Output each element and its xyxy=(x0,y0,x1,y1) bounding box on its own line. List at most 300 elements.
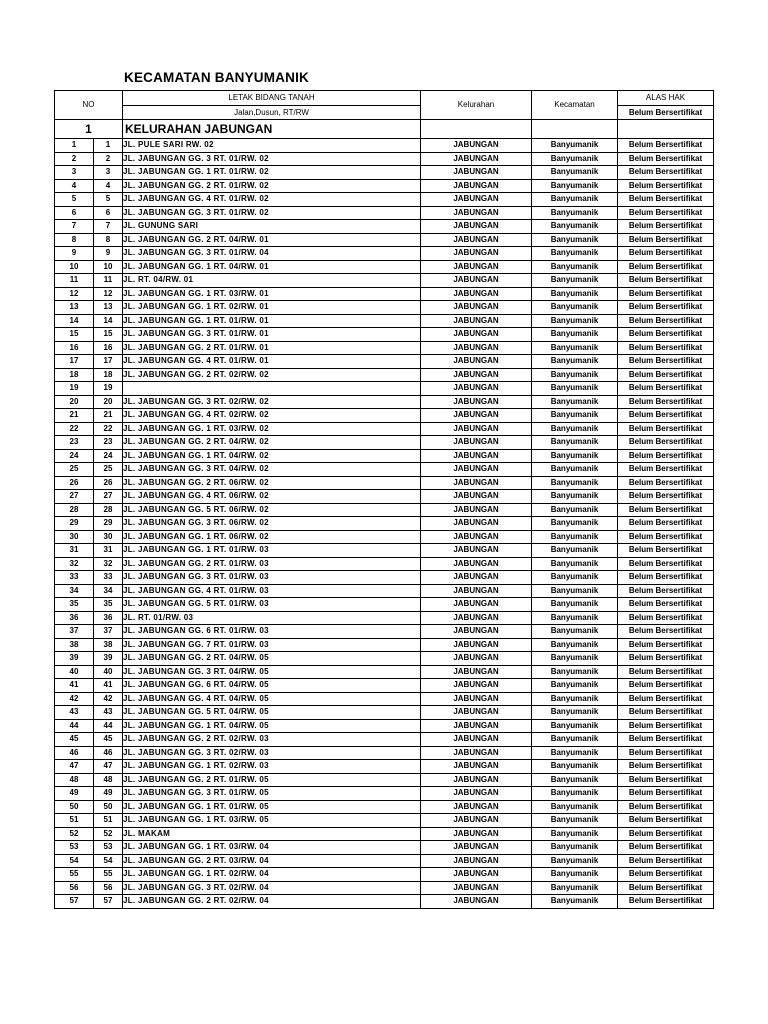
cell-alas-hak: Belum Bersertifikat xyxy=(618,652,714,666)
cell-kelurahan: JABUNGAN xyxy=(421,247,532,261)
cell-no: 47 xyxy=(55,760,94,774)
cell-no: 1 xyxy=(55,139,94,153)
cell-kecamatan: Banyumanik xyxy=(532,301,618,315)
cell-kelurahan: JABUNGAN xyxy=(421,476,532,490)
cell-sub-no: 56 xyxy=(94,881,123,895)
cell-no: 53 xyxy=(55,841,94,855)
cell-no: 41 xyxy=(55,679,94,693)
cell-kecamatan: Banyumanik xyxy=(532,733,618,747)
cell-alas-hak: Belum Bersertifikat xyxy=(618,598,714,612)
table-row xyxy=(55,193,714,207)
cell-no: 25 xyxy=(55,463,94,477)
table-row xyxy=(55,760,714,774)
cell-alas-hak: Belum Bersertifikat xyxy=(618,692,714,706)
cell-kecamatan: Banyumanik xyxy=(532,773,618,787)
cell-address: JL. JABUNGAN GG. 6 RT. 04/RW. 05 xyxy=(123,679,421,693)
cell-no: 2 xyxy=(55,152,94,166)
cell-no: 56 xyxy=(55,881,94,895)
cell-sub-no: 12 xyxy=(94,287,123,301)
cell-alas-hak: Belum Bersertifikat xyxy=(618,247,714,261)
cell-kecamatan: Banyumanik xyxy=(532,692,618,706)
cell-kelurahan: JABUNGAN xyxy=(421,436,532,450)
table-row xyxy=(55,652,714,666)
cell-sub-no: 13 xyxy=(94,301,123,315)
cell-kelurahan: JABUNGAN xyxy=(421,692,532,706)
cell-no: 44 xyxy=(55,719,94,733)
cell-address: JL. JABUNGAN GG. 1 RT. 03/RW. 02 xyxy=(123,422,421,436)
cell-kelurahan: JABUNGAN xyxy=(421,530,532,544)
cell-no: 15 xyxy=(55,328,94,342)
cell-address: JL. JABUNGAN GG. 6 RT. 01/RW. 03 xyxy=(123,625,421,639)
cell-kecamatan: Banyumanik xyxy=(532,611,618,625)
cell-address: JL. JABUNGAN GG. 3 RT. 01/RW. 04 xyxy=(123,247,421,261)
table-row xyxy=(55,314,714,328)
table-row xyxy=(55,530,714,544)
cell-sub-no: 19 xyxy=(94,382,123,396)
cell-kecamatan: Banyumanik xyxy=(532,368,618,382)
cell-kelurahan: JABUNGAN xyxy=(421,557,532,571)
table-row xyxy=(55,355,714,369)
cell-no: 12 xyxy=(55,287,94,301)
cell-address: JL. JABUNGAN GG. 3 RT. 04/RW. 02 xyxy=(123,463,421,477)
header-letak: LETAK BIDANG TANAH xyxy=(123,91,421,106)
cell-address: JL. JABUNGAN GG. 2 RT. 04/RW. 05 xyxy=(123,652,421,666)
cell-kecamatan: Banyumanik xyxy=(532,530,618,544)
cell-alas-hak: Belum Bersertifikat xyxy=(618,787,714,801)
cell-no: 55 xyxy=(55,868,94,882)
land-parcel-table xyxy=(54,90,714,909)
cell-alas-hak: Belum Bersertifikat xyxy=(618,463,714,477)
cell-alas-hak: Belum Bersertifikat xyxy=(618,800,714,814)
table-row xyxy=(55,841,714,855)
cell-address: JL. JABUNGAN GG. 1 RT. 01/RW. 03 xyxy=(123,544,421,558)
cell-address: JL. MAKAM xyxy=(123,827,421,841)
cell-kelurahan: JABUNGAN xyxy=(421,652,532,666)
cell-kecamatan: Banyumanik xyxy=(532,814,618,828)
cell-address: JL. JABUNGAN GG. 2 RT. 02/RW. 02 xyxy=(123,368,421,382)
cell-sub-no: 40 xyxy=(94,665,123,679)
table-row xyxy=(55,557,714,571)
cell-kecamatan: Banyumanik xyxy=(532,247,618,261)
cell-alas-hak: Belum Bersertifikat xyxy=(618,220,714,234)
cell-kecamatan: Banyumanik xyxy=(532,665,618,679)
cell-address: JL. GUNUNG SARI xyxy=(123,220,421,234)
cell-no: 49 xyxy=(55,787,94,801)
cell-kelurahan: JABUNGAN xyxy=(421,719,532,733)
cell-alas-hak: Belum Bersertifikat xyxy=(618,544,714,558)
cell-kecamatan: Banyumanik xyxy=(532,193,618,207)
cell-sub-no: 17 xyxy=(94,355,123,369)
cell-no: 8 xyxy=(55,233,94,247)
table-row xyxy=(55,665,714,679)
section-row xyxy=(55,120,714,139)
cell-no: 31 xyxy=(55,544,94,558)
cell-address: JL. JABUNGAN GG. 2 RT. 01/RW. 03 xyxy=(123,557,421,571)
cell-kecamatan: Banyumanik xyxy=(532,787,618,801)
section-empty-alas xyxy=(618,120,714,139)
cell-address: JL. JABUNGAN GG. 1 RT. 02/RW. 01 xyxy=(123,301,421,315)
cell-no: 17 xyxy=(55,355,94,369)
cell-sub-no: 24 xyxy=(94,449,123,463)
cell-no: 46 xyxy=(55,746,94,760)
cell-kelurahan: JABUNGAN xyxy=(421,881,532,895)
table-row xyxy=(55,868,714,882)
cell-kecamatan: Banyumanik xyxy=(532,584,618,598)
cell-kecamatan: Banyumanik xyxy=(532,341,618,355)
cell-address: JL. JABUNGAN GG. 3 RT. 01/RW. 05 xyxy=(123,787,421,801)
cell-kelurahan: JABUNGAN xyxy=(421,584,532,598)
cell-address: JL. JABUNGAN GG. 2 RT. 03/RW. 04 xyxy=(123,854,421,868)
cell-kelurahan: JABUNGAN xyxy=(421,773,532,787)
cell-address: JL. JABUNGAN GG. 5 RT. 06/RW. 02 xyxy=(123,503,421,517)
cell-kelurahan: JABUNGAN xyxy=(421,517,532,531)
cell-no: 28 xyxy=(55,503,94,517)
cell-kelurahan: JABUNGAN xyxy=(421,760,532,774)
cell-kelurahan: JABUNGAN xyxy=(421,274,532,288)
cell-alas-hak: Belum Bersertifikat xyxy=(618,233,714,247)
cell-kecamatan: Banyumanik xyxy=(532,314,618,328)
cell-sub-no: 48 xyxy=(94,773,123,787)
cell-alas-hak: Belum Bersertifikat xyxy=(618,625,714,639)
cell-kelurahan: JABUNGAN xyxy=(421,449,532,463)
cell-kelurahan: JABUNGAN xyxy=(421,206,532,220)
cell-kecamatan: Banyumanik xyxy=(532,760,618,774)
cell-kecamatan: Banyumanik xyxy=(532,652,618,666)
cell-kelurahan: JABUNGAN xyxy=(421,382,532,396)
cell-address: JL. JABUNGAN GG. 1 RT. 03/RW. 05 xyxy=(123,814,421,828)
cell-address: JL. JABUNGAN GG. 3 RT. 01/RW. 02 xyxy=(123,206,421,220)
cell-kelurahan: JABUNGAN xyxy=(421,341,532,355)
cell-alas-hak: Belum Bersertifikat xyxy=(618,665,714,679)
cell-no: 19 xyxy=(55,382,94,396)
cell-sub-no: 55 xyxy=(94,868,123,882)
cell-alas-hak: Belum Bersertifikat xyxy=(618,193,714,207)
table-row xyxy=(55,895,714,909)
cell-address: JL. JABUNGAN GG. 1 RT. 01/RW. 02 xyxy=(123,166,421,180)
table-row xyxy=(55,773,714,787)
cell-sub-no: 3 xyxy=(94,166,123,180)
cell-address: JL. JABUNGAN GG. 4 RT. 01/RW. 01 xyxy=(123,355,421,369)
cell-no: 7 xyxy=(55,220,94,234)
cell-kecamatan: Banyumanik xyxy=(532,517,618,531)
table-row xyxy=(55,436,714,450)
cell-kelurahan: JABUNGAN xyxy=(421,166,532,180)
cell-address: JL. JABUNGAN GG. 3 RT. 02/RW. 03 xyxy=(123,746,421,760)
table-row xyxy=(55,800,714,814)
cell-address: JL. JABUNGAN GG. 7 RT. 01/RW. 03 xyxy=(123,638,421,652)
cell-alas-hak: Belum Bersertifikat xyxy=(618,814,714,828)
header-alas-hak: ALAS HAK xyxy=(618,91,714,106)
cell-alas-hak: Belum Bersertifikat xyxy=(618,206,714,220)
cell-kecamatan: Banyumanik xyxy=(532,233,618,247)
table-row xyxy=(55,166,714,180)
header-row-1 xyxy=(55,91,714,106)
cell-kecamatan: Banyumanik xyxy=(532,881,618,895)
cell-no: 16 xyxy=(55,341,94,355)
cell-kelurahan: JABUNGAN xyxy=(421,854,532,868)
cell-kecamatan: Banyumanik xyxy=(532,598,618,612)
table-row xyxy=(55,287,714,301)
cell-sub-no: 32 xyxy=(94,557,123,571)
cell-alas-hak: Belum Bersertifikat xyxy=(618,355,714,369)
cell-sub-no: 53 xyxy=(94,841,123,855)
cell-address: JL. JABUNGAN GG. 1 RT. 04/RW. 05 xyxy=(123,719,421,733)
table-row xyxy=(55,449,714,463)
cell-sub-no: 44 xyxy=(94,719,123,733)
cell-kelurahan: JABUNGAN xyxy=(421,544,532,558)
cell-kelurahan: JABUNGAN xyxy=(421,706,532,720)
cell-no: 5 xyxy=(55,193,94,207)
cell-address: JL. JABUNGAN GG. 2 RT. 02/RW. 03 xyxy=(123,733,421,747)
table-row xyxy=(55,328,714,342)
cell-no: 14 xyxy=(55,314,94,328)
cell-kelurahan: JABUNGAN xyxy=(421,571,532,585)
cell-alas-hak: Belum Bersertifikat xyxy=(618,571,714,585)
header-kelurahan: Kelurahan xyxy=(421,91,532,120)
cell-no: 29 xyxy=(55,517,94,531)
cell-sub-no: 1 xyxy=(94,139,123,153)
header-no: NO xyxy=(55,91,123,120)
cell-kecamatan: Banyumanik xyxy=(532,679,618,693)
cell-sub-no: 5 xyxy=(94,193,123,207)
table-row xyxy=(55,719,714,733)
cell-alas-hak: Belum Bersertifikat xyxy=(618,503,714,517)
cell-sub-no: 31 xyxy=(94,544,123,558)
cell-kelurahan: JABUNGAN xyxy=(421,827,532,841)
cell-address: JL. JABUNGAN GG. 1 RT. 02/RW. 03 xyxy=(123,760,421,774)
cell-kelurahan: JABUNGAN xyxy=(421,260,532,274)
cell-kelurahan: JABUNGAN xyxy=(421,490,532,504)
page-title: KECAMATAN BANYUMANIK xyxy=(124,70,309,85)
cell-kecamatan: Banyumanik xyxy=(532,895,618,909)
cell-kecamatan: Banyumanik xyxy=(532,220,618,234)
cell-kecamatan: Banyumanik xyxy=(532,638,618,652)
cell-no: 51 xyxy=(55,814,94,828)
cell-address: JL. JABUNGAN GG. 1 RT. 01/RW. 05 xyxy=(123,800,421,814)
cell-alas-hak: Belum Bersertifikat xyxy=(618,530,714,544)
cell-address: JL. JABUNGAN GG. 4 RT. 02/RW. 02 xyxy=(123,409,421,423)
cell-no: 37 xyxy=(55,625,94,639)
cell-alas-hak: Belum Bersertifikat xyxy=(618,490,714,504)
cell-address: JL. JABUNGAN GG. 2 RT. 04/RW. 01 xyxy=(123,233,421,247)
cell-address: JL. JABUNGAN GG. 2 RT. 06/RW. 02 xyxy=(123,476,421,490)
cell-sub-no: 36 xyxy=(94,611,123,625)
cell-address: JL. JABUNGAN GG. 1 RT. 02/RW. 04 xyxy=(123,868,421,882)
cell-address: JL. JABUNGAN GG. 1 RT. 06/RW. 02 xyxy=(123,530,421,544)
table-row xyxy=(55,274,714,288)
cell-no: 26 xyxy=(55,476,94,490)
cell-kecamatan: Banyumanik xyxy=(532,571,618,585)
cell-address: JL. PULE SARI RW. 02 xyxy=(123,139,421,153)
cell-kelurahan: JABUNGAN xyxy=(421,800,532,814)
cell-alas-hak: Belum Bersertifikat xyxy=(618,422,714,436)
table-row xyxy=(55,854,714,868)
cell-kecamatan: Banyumanik xyxy=(532,179,618,193)
cell-alas-hak: Belum Bersertifikat xyxy=(618,760,714,774)
cell-no: 22 xyxy=(55,422,94,436)
table-row xyxy=(55,382,714,396)
header-jalan: Jalan,Dusun, RT/RW xyxy=(123,106,421,120)
cell-kecamatan: Banyumanik xyxy=(532,422,618,436)
cell-alas-hak: Belum Bersertifikat xyxy=(618,287,714,301)
table-row xyxy=(55,611,714,625)
cell-alas-hak: Belum Bersertifikat xyxy=(618,881,714,895)
header-kecamatan: Kecamatan xyxy=(532,91,618,120)
cell-kelurahan: JABUNGAN xyxy=(421,746,532,760)
cell-alas-hak: Belum Bersertifikat xyxy=(618,611,714,625)
cell-kecamatan: Banyumanik xyxy=(532,503,618,517)
table-row xyxy=(55,422,714,436)
cell-sub-no: 7 xyxy=(94,220,123,234)
cell-address: JL. JABUNGAN GG. 2 RT. 01/RW. 01 xyxy=(123,341,421,355)
cell-alas-hak: Belum Bersertifikat xyxy=(618,409,714,423)
cell-kecamatan: Banyumanik xyxy=(532,260,618,274)
cell-sub-no: 54 xyxy=(94,854,123,868)
cell-kecamatan: Banyumanik xyxy=(532,854,618,868)
table-row xyxy=(55,598,714,612)
cell-no: 23 xyxy=(55,436,94,450)
cell-alas-hak: Belum Bersertifikat xyxy=(618,274,714,288)
cell-alas-hak: Belum Bersertifikat xyxy=(618,719,714,733)
cell-address: JL. JABUNGAN GG. 2 RT. 01/RW. 02 xyxy=(123,179,421,193)
cell-kecamatan: Banyumanik xyxy=(532,868,618,882)
cell-kelurahan: JABUNGAN xyxy=(421,368,532,382)
cell-sub-no: 9 xyxy=(94,247,123,261)
cell-kelurahan: JABUNGAN xyxy=(421,868,532,882)
cell-no: 9 xyxy=(55,247,94,261)
cell-kecamatan: Banyumanik xyxy=(532,152,618,166)
cell-kelurahan: JABUNGAN xyxy=(421,638,532,652)
cell-no: 18 xyxy=(55,368,94,382)
cell-alas-hak: Belum Bersertifikat xyxy=(618,584,714,598)
table-row xyxy=(55,463,714,477)
cell-alas-hak: Belum Bersertifikat xyxy=(618,152,714,166)
cell-sub-no: 20 xyxy=(94,395,123,409)
cell-sub-no: 46 xyxy=(94,746,123,760)
cell-kecamatan: Banyumanik xyxy=(532,274,618,288)
cell-address: JL. JABUNGAN GG. 2 RT. 02/RW. 04 xyxy=(123,895,421,909)
cell-kecamatan: Banyumanik xyxy=(532,557,618,571)
cell-kelurahan: JABUNGAN xyxy=(421,139,532,153)
cell-sub-no: 37 xyxy=(94,625,123,639)
cell-kelurahan: JABUNGAN xyxy=(421,409,532,423)
cell-address: JL. JABUNGAN GG. 3 RT. 02/RW. 02 xyxy=(123,395,421,409)
cell-kelurahan: JABUNGAN xyxy=(421,301,532,315)
cell-alas-hak: Belum Bersertifikat xyxy=(618,301,714,315)
table-row xyxy=(55,490,714,504)
cell-kecamatan: Banyumanik xyxy=(532,841,618,855)
cell-alas-hak: Belum Bersertifikat xyxy=(618,382,714,396)
cell-no: 38 xyxy=(55,638,94,652)
cell-address: JL. JABUNGAN GG. 1 RT. 04/RW. 02 xyxy=(123,449,421,463)
cell-no: 10 xyxy=(55,260,94,274)
cell-kelurahan: JABUNGAN xyxy=(421,355,532,369)
cell-kecamatan: Banyumanik xyxy=(532,827,618,841)
cell-sub-no: 34 xyxy=(94,584,123,598)
cell-sub-no: 41 xyxy=(94,679,123,693)
cell-address: JL. JABUNGAN GG. 4 RT. 04/RW. 05 xyxy=(123,692,421,706)
table-row xyxy=(55,746,714,760)
cell-address xyxy=(123,382,421,396)
cell-kecamatan: Banyumanik xyxy=(532,800,618,814)
cell-kelurahan: JABUNGAN xyxy=(421,463,532,477)
cell-address: JL. RT. 04/RW. 01 xyxy=(123,274,421,288)
cell-sub-no: 49 xyxy=(94,787,123,801)
table-body xyxy=(55,91,714,909)
cell-sub-no: 38 xyxy=(94,638,123,652)
cell-no: 34 xyxy=(55,584,94,598)
cell-sub-no: 23 xyxy=(94,436,123,450)
table-row xyxy=(55,584,714,598)
table-row xyxy=(55,247,714,261)
cell-no: 42 xyxy=(55,692,94,706)
cell-address: JL. JABUNGAN GG. 4 RT. 06/RW. 02 xyxy=(123,490,421,504)
table-row xyxy=(55,152,714,166)
cell-no: 43 xyxy=(55,706,94,720)
cell-alas-hak: Belum Bersertifikat xyxy=(618,449,714,463)
table-row xyxy=(55,260,714,274)
cell-address: JL. JABUNGAN GG. 4 RT. 01/RW. 02 xyxy=(123,193,421,207)
cell-no: 20 xyxy=(55,395,94,409)
table-row xyxy=(55,733,714,747)
cell-no: 36 xyxy=(55,611,94,625)
cell-no: 52 xyxy=(55,827,94,841)
cell-sub-no: 10 xyxy=(94,260,123,274)
header-alas-hak-sub: Belum Bersertifikat xyxy=(618,106,714,120)
cell-kecamatan: Banyumanik xyxy=(532,382,618,396)
table-row xyxy=(55,706,714,720)
table-row xyxy=(55,544,714,558)
cell-no: 33 xyxy=(55,571,94,585)
table-row xyxy=(55,139,714,153)
cell-kelurahan: JABUNGAN xyxy=(421,733,532,747)
cell-kecamatan: Banyumanik xyxy=(532,355,618,369)
section-number: 1 xyxy=(55,120,123,139)
cell-kecamatan: Banyumanik xyxy=(532,409,618,423)
cell-alas-hak: Belum Bersertifikat xyxy=(618,746,714,760)
cell-address: JL. JABUNGAN GG. 2 RT. 01/RW. 05 xyxy=(123,773,421,787)
cell-kecamatan: Banyumanik xyxy=(532,436,618,450)
cell-alas-hak: Belum Bersertifikat xyxy=(618,733,714,747)
cell-kelurahan: JABUNGAN xyxy=(421,395,532,409)
section-name: KELURAHAN JABUNGAN xyxy=(123,120,421,139)
table-row xyxy=(55,368,714,382)
cell-address: JL. JABUNGAN GG. 3 RT. 01/RW. 03 xyxy=(123,571,421,585)
cell-alas-hak: Belum Bersertifikat xyxy=(618,139,714,153)
table-row xyxy=(55,179,714,193)
table-row xyxy=(55,679,714,693)
cell-address: JL. JABUNGAN GG. 3 RT. 06/RW. 02 xyxy=(123,517,421,531)
cell-alas-hak: Belum Bersertifikat xyxy=(618,895,714,909)
cell-no: 21 xyxy=(55,409,94,423)
cell-address: JL. JABUNGAN GG. 3 RT. 01/RW. 01 xyxy=(123,328,421,342)
cell-sub-no: 2 xyxy=(94,152,123,166)
cell-no: 40 xyxy=(55,665,94,679)
cell-alas-hak: Belum Bersertifikat xyxy=(618,368,714,382)
cell-sub-no: 16 xyxy=(94,341,123,355)
cell-alas-hak: Belum Bersertifikat xyxy=(618,476,714,490)
cell-address: JL. JABUNGAN GG. 3 RT. 02/RW. 04 xyxy=(123,881,421,895)
cell-kelurahan: JABUNGAN xyxy=(421,233,532,247)
table-row xyxy=(55,301,714,315)
cell-sub-no: 15 xyxy=(94,328,123,342)
cell-kecamatan: Banyumanik xyxy=(532,206,618,220)
cell-no: 48 xyxy=(55,773,94,787)
cell-kelurahan: JABUNGAN xyxy=(421,193,532,207)
table-row xyxy=(55,571,714,585)
cell-sub-no: 26 xyxy=(94,476,123,490)
table-row xyxy=(55,692,714,706)
